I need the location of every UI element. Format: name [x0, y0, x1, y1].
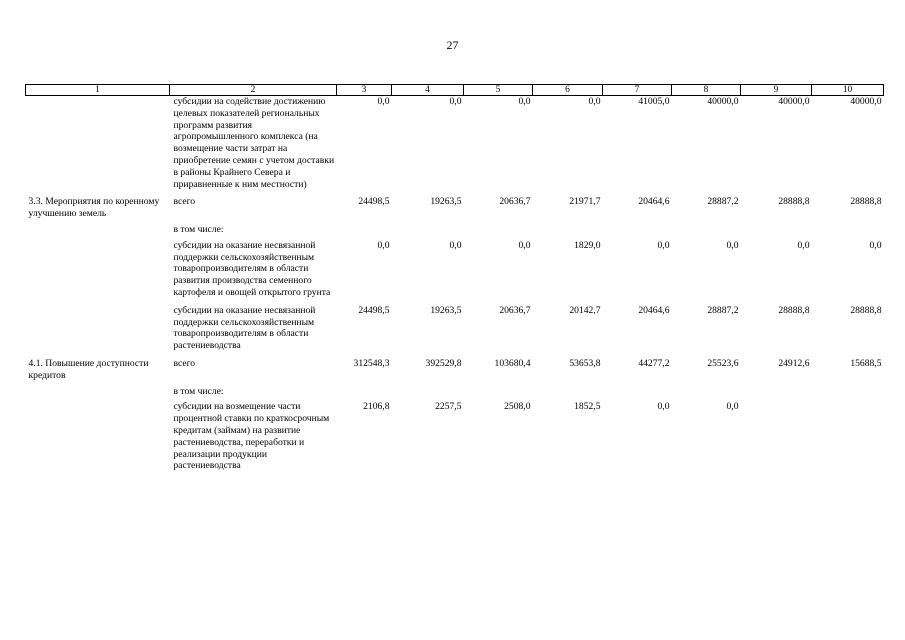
column-header: 9	[741, 85, 812, 96]
value-cell: 103680,4	[494, 357, 531, 369]
value-cell: 1829,0	[574, 239, 601, 251]
value-cell: 0,0	[726, 401, 739, 413]
table-row	[26, 220, 884, 236]
column-header: 2	[170, 85, 337, 96]
value-cell: 28887,2	[707, 304, 739, 316]
value-cell: 1852,5	[574, 401, 601, 413]
value-cell: 20636,7	[499, 196, 531, 208]
measure-cell: 3.3. Мероприятия по коренному улучшению земель	[28, 196, 160, 220]
value-cell: 0,0	[657, 401, 670, 413]
value-cell	[464, 220, 533, 236]
value-cell: 28888,8	[778, 304, 810, 316]
value-cell: 28888,8	[850, 196, 882, 208]
funding-type-cell: всего	[173, 357, 196, 369]
table-row	[26, 190, 884, 220]
table-row	[26, 96, 884, 191]
value-cell: 40000,0	[778, 96, 810, 107]
value-cell: 15688,5	[850, 357, 882, 369]
column-header: 5	[464, 85, 533, 96]
column-header: 10	[812, 85, 884, 96]
value-cell	[392, 220, 464, 236]
value-cell: 20142,7	[569, 304, 601, 316]
table-row	[26, 299, 884, 352]
measure-cell	[26, 382, 170, 398]
value-cell: 392529,8	[425, 357, 462, 369]
value-cell: 0,0	[518, 96, 531, 107]
value-cell	[741, 220, 812, 236]
value-cell: 0,0	[518, 239, 531, 251]
measure-cell	[26, 236, 170, 299]
value-cell: 20464,6	[638, 304, 670, 316]
value-cell	[741, 382, 812, 398]
funding-type-cell: субсидии на оказание несвязанной поддержки сельскохозяйственным товаропроизводителям в области развития производства семенного картофеля и овощей открытого грунта	[173, 239, 331, 298]
value-cell	[533, 382, 603, 398]
value-cell: 20636,7	[499, 304, 531, 316]
value-cell	[392, 382, 464, 398]
value-cell: 2508,0	[504, 401, 531, 413]
value-cell	[812, 397, 884, 472]
value-cell: 24912,6	[778, 357, 810, 369]
value-cell: 24498,5	[358, 304, 390, 316]
value-cell: 41005,0	[638, 96, 670, 107]
value-cell: 19263,5	[430, 196, 462, 208]
value-cell: 19263,5	[430, 304, 462, 316]
column-header: 1	[26, 85, 170, 96]
table-row	[26, 352, 884, 382]
value-cell: 21971,7	[569, 196, 601, 208]
funding-type-cell: субсидии на возмещение части процентной ставки по краткосрочным кредитам (займам) на развитие растениеводства, переработки и реализации продукции растениеводства	[173, 401, 330, 472]
funding-type-cell: субсидии на оказание несвязанной поддержки сельскохозяйственным товаропроизводителям в области растениеводства	[173, 304, 316, 352]
column-header: 7	[603, 85, 672, 96]
measure-cell: 4.1. Повышение доступности кредитов	[28, 357, 149, 381]
value-cell: 0,0	[869, 239, 882, 251]
value-cell: 0,0	[588, 96, 601, 107]
value-cell: 40000,0	[707, 96, 739, 107]
value-cell: 0,0	[377, 96, 390, 107]
column-header: 4	[392, 85, 464, 96]
value-cell: 44277,2	[638, 357, 670, 369]
value-cell	[603, 220, 672, 236]
value-cell: 53653,8	[569, 357, 601, 369]
value-cell: 28888,8	[778, 196, 810, 208]
value-cell	[464, 382, 533, 398]
measure-cell	[26, 299, 170, 352]
value-cell: 0,0	[377, 239, 390, 251]
measure-cell	[26, 96, 170, 191]
value-cell	[741, 397, 812, 472]
column-header: 6	[533, 85, 603, 96]
value-cell: 0,0	[449, 96, 462, 107]
column-header: 3	[337, 85, 392, 96]
value-cell: 0,0	[449, 239, 462, 251]
measure-cell	[26, 397, 170, 472]
value-cell: 24498,5	[358, 196, 390, 208]
value-cell: 28887,2	[707, 196, 739, 208]
value-cell: 0,0	[657, 239, 670, 251]
value-cell	[672, 220, 741, 236]
value-cell: 20464,6	[638, 196, 670, 208]
funding-type-cell: в том числе:	[173, 223, 224, 235]
funding-type-cell: всего	[173, 196, 196, 208]
table-row	[26, 236, 884, 299]
value-cell: 0,0	[797, 239, 810, 251]
funding-type-cell: субсидии на содействие достижению целевых показателей региональных программ развития агропромышленного комплекса (на возмещение части затрат на приобретение семян с учетом доставки в районы Крайнего Севера и приравненные к ним местности)	[173, 96, 335, 190]
value-cell: 2106,8	[363, 401, 390, 413]
value-cell	[812, 382, 884, 398]
value-cell	[672, 382, 741, 398]
value-cell	[337, 382, 392, 398]
value-cell: 0,0	[726, 239, 739, 251]
value-cell	[603, 382, 672, 398]
funding-type-cell: в том числе:	[173, 385, 224, 397]
value-cell	[812, 220, 884, 236]
table-row	[26, 382, 884, 398]
value-cell	[533, 220, 603, 236]
value-cell: 25523,6	[707, 357, 739, 369]
column-header: 8	[672, 85, 741, 96]
measure-cell	[26, 220, 170, 236]
page-number: 27	[446, 38, 459, 52]
value-cell: 28888,8	[850, 304, 882, 316]
value-cell: 312548,3	[353, 357, 390, 369]
budget-table	[25, 84, 884, 472]
value-cell: 40000,0	[850, 96, 882, 107]
table-row	[26, 397, 884, 472]
value-cell: 2257,5	[435, 401, 462, 413]
column-number-header-row	[26, 85, 884, 96]
value-cell	[337, 220, 392, 236]
